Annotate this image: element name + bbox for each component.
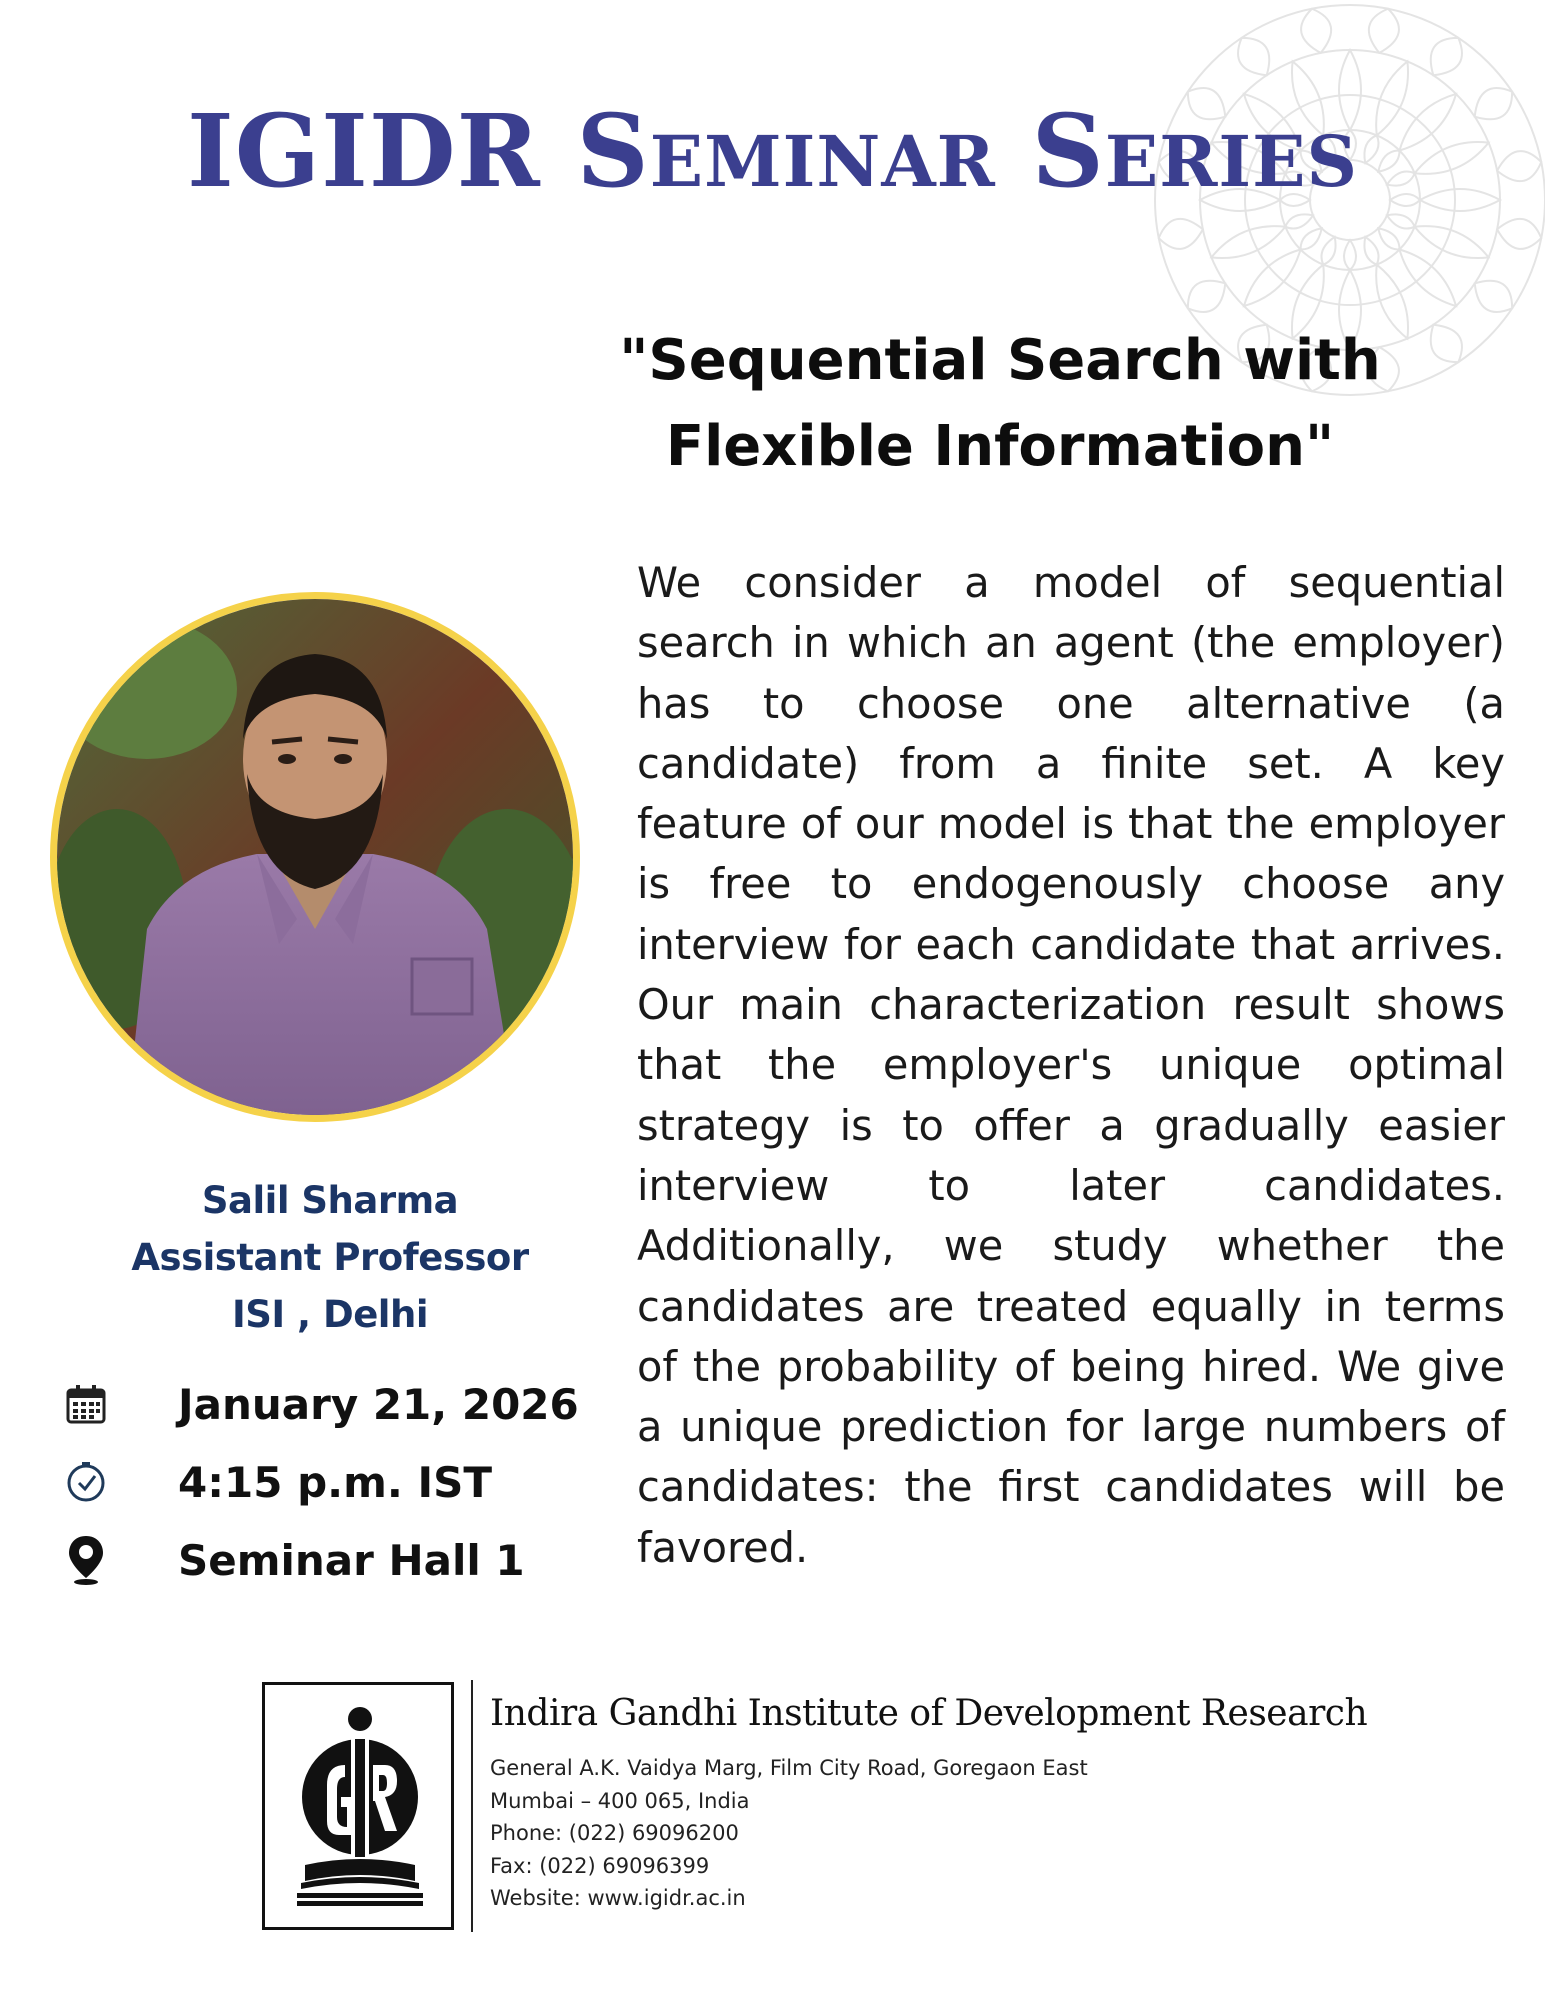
institute-contact <box>490 1752 1190 1915</box>
fax-number: Fax: (022) 69096399 <box>490 1853 710 1878</box>
speaker-affiliation: ISI , Delhi <box>231 1293 428 1336</box>
speaker-photo <box>50 592 580 1122</box>
calendar-icon <box>60 1378 112 1430</box>
institute-name: Indira Gandhi Institute of Development Research <box>490 1693 1368 1734</box>
speaker-name: Salil Sharma <box>201 1179 459 1222</box>
speaker-position: Assistant Professor <box>131 1236 529 1279</box>
event-date: January 21, 2026 <box>178 1379 579 1429</box>
clock-icon <box>60 1456 112 1508</box>
address-line-1: General A.K. Vaidya Marg, Film City Road, Goregaon East <box>490 1756 1088 1780</box>
speaker-info <box>90 1172 570 1343</box>
talk-title <box>600 318 1400 490</box>
event-venue-row <box>60 1530 525 1590</box>
address-line-2: Mumbai – 400 065, India <box>490 1788 750 1813</box>
event-venue: Seminar Hall 1 <box>178 1535 525 1585</box>
footer-divider <box>471 1680 473 1932</box>
page-title: IGIDR Seminar Series <box>186 92 1359 210</box>
event-time-row <box>60 1452 492 1512</box>
event-time: 4:15 p.m. IST <box>178 1457 492 1507</box>
phone-number: Phone: (022) 69096200 <box>490 1821 739 1845</box>
abstract-text: We consider a model of sequential search in which an agent (the employer) has to choose one alternative (a candidate) from a finite set. A key feature of our model is that the employer is free to endogenously choose any interview for each candidate that arrives. Our main characterization result shows that the employer's unique optimal strategy is to offer a gradually easier interview to later candidates. Additionally, we study whether the candidates are treated equally in terms of the probability of being hired. We give a unique prediction for large numbers of candidates: the first candidates will be favored. <box>637 558 1505 1572</box>
talk-title-line-2: Flexible Information" <box>665 414 1335 479</box>
speaker-portrait-illustration <box>57 599 573 1115</box>
talk-title-line-1: "Sequential Search with <box>619 328 1381 393</box>
event-date-row <box>60 1374 579 1434</box>
igidr-logo <box>262 1682 454 1930</box>
location-pin-icon <box>60 1534 112 1586</box>
website-link: Website: www.igidr.ac.in <box>490 1886 746 1910</box>
